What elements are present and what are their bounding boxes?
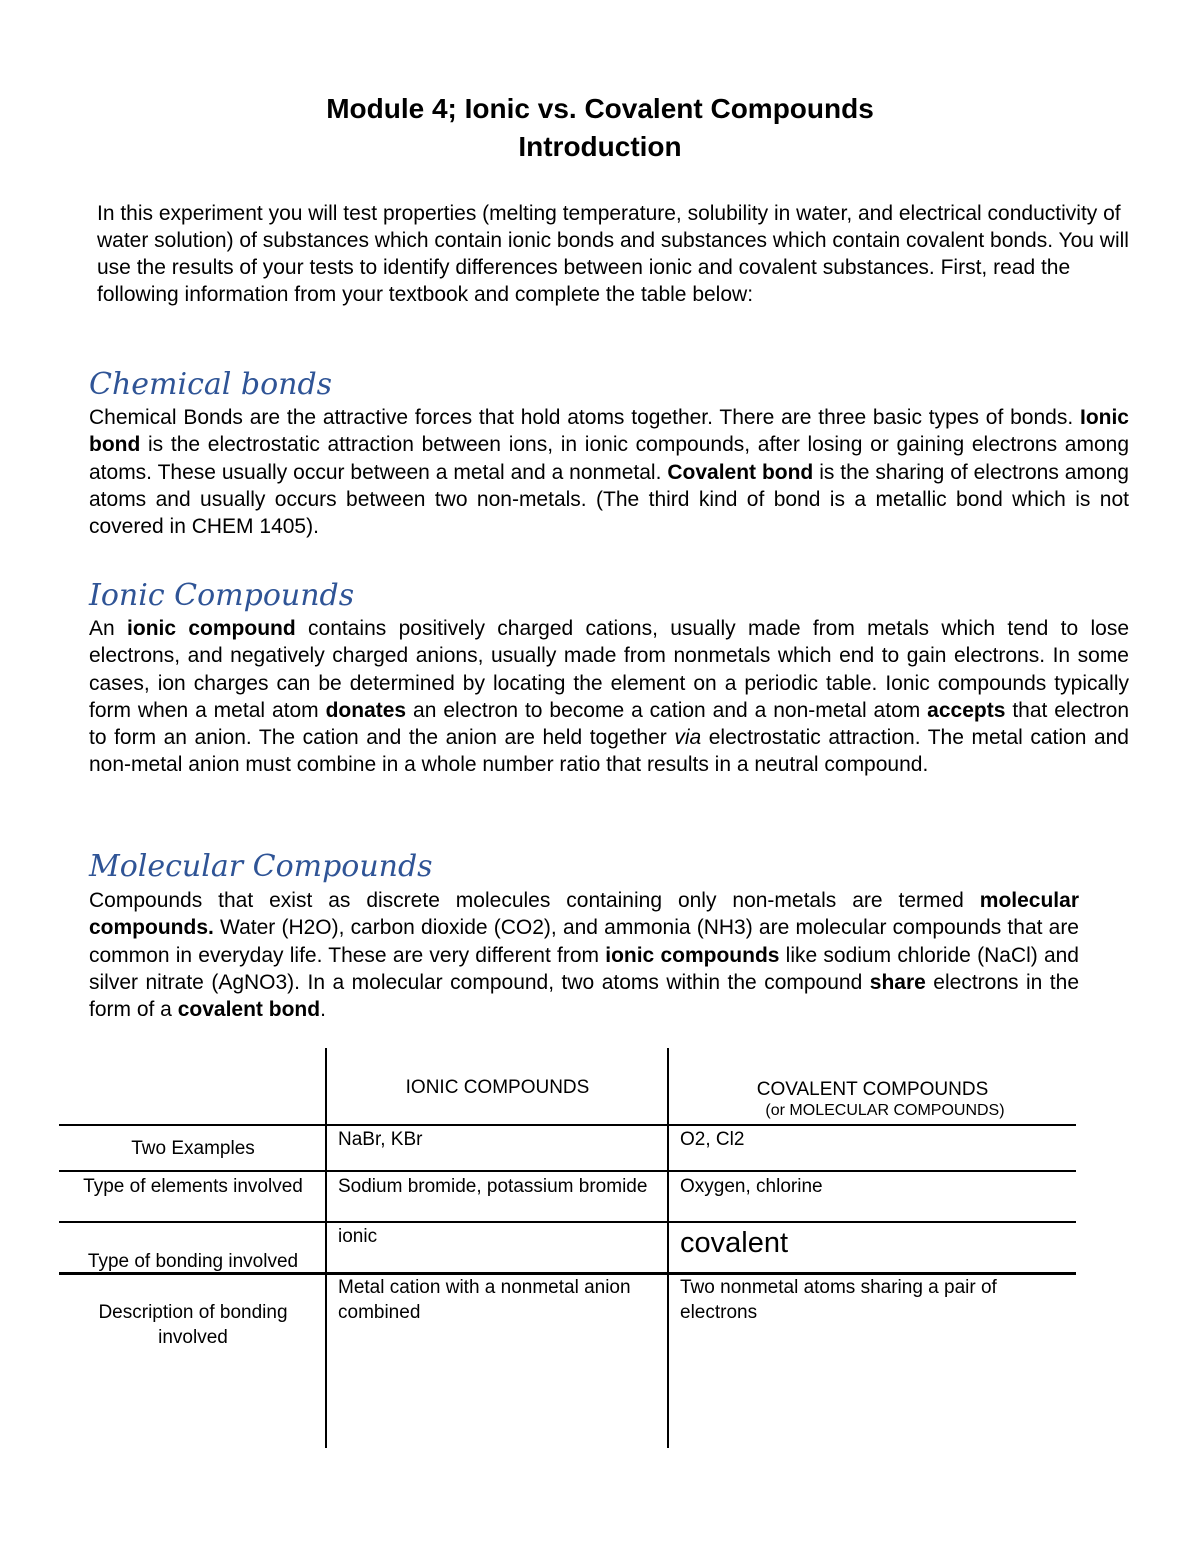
covalent-cell: Oxygen, chlorine bbox=[680, 1176, 823, 1197]
ionic-compound-term: ionic compound bbox=[127, 617, 296, 640]
header-covalent-sub: (or MOLECULAR COMPOUNDS) bbox=[765, 1102, 1005, 1119]
row-label: Type of elements involved bbox=[83, 1176, 303, 1197]
table-rule bbox=[59, 1170, 1076, 1172]
row-label: Type of bonding involved bbox=[87, 1251, 299, 1272]
row-label: Description of bonding involved bbox=[98, 1302, 288, 1348]
ionic-cell: ionic bbox=[338, 1226, 378, 1247]
molecular-compounds-paragraph bbox=[89, 887, 1079, 1023]
text-run: . bbox=[320, 998, 326, 1022]
via-term: via bbox=[674, 726, 702, 750]
page-subtitle: Introduction bbox=[518, 131, 682, 162]
covalent-bond-term: covalent bond bbox=[177, 998, 321, 1022]
text-run: Compounds that exist as discrete molecules containing only non-metals are termed bbox=[89, 889, 980, 912]
page-title: Module 4; Ionic vs. Covalent Compounds bbox=[326, 93, 874, 124]
share-term: share bbox=[869, 970, 926, 994]
donates-term: donates bbox=[325, 698, 407, 722]
text-run: is the electrostatic attraction between ions, in ionic compounds, after losing or gaining electrons among atoms. These usually occur between a metal and a nonmetal. bbox=[89, 433, 1129, 484]
row-label: Two Examples bbox=[131, 1138, 255, 1159]
molecular-compounds-term: molecular compounds. bbox=[89, 889, 1079, 940]
header-ionic: IONIC COMPOUNDS bbox=[405, 1077, 590, 1098]
ionic-cell: NaBr, KBr bbox=[338, 1129, 423, 1150]
covalent-bond-term: Covalent bond bbox=[667, 460, 814, 484]
text-run: electrostatic attraction. The metal cation and non-metal anion must combine in a whole number ratio that results in a neutral compound. bbox=[89, 726, 1129, 777]
molecular-compounds-heading: Molecular Compounds bbox=[89, 849, 433, 884]
chemical-bonds-heading: Chemical bonds bbox=[89, 367, 333, 402]
table-divider bbox=[325, 1048, 327, 1448]
covalent-cell: covalent bbox=[680, 1227, 789, 1259]
text-run: Chemical Bonds are the attractive forces that hold atoms together. There are three basic types of bonds. bbox=[89, 406, 1080, 429]
table-rule bbox=[59, 1124, 1076, 1126]
ionic-cell: Sodium bromide, potassium bromide bbox=[338, 1176, 648, 1197]
covalent-cell: O2, Cl2 bbox=[680, 1129, 745, 1150]
text-run: Water (H2O), carbon dioxide (CO2), and ammonia (NH3) are molecular compounds that are common in everyday life. These are very different from bbox=[89, 916, 1079, 967]
chemical-bonds-paragraph bbox=[89, 404, 1129, 540]
header-covalent: COVALENT COMPOUNDS bbox=[756, 1079, 989, 1100]
ionic-compounds-paragraph bbox=[89, 615, 1129, 779]
ionic-compounds-term: ionic compounds bbox=[605, 943, 780, 967]
table-rule bbox=[59, 1221, 1076, 1223]
text-run: like sodium chloride (NaCl) and silver nitrate (AgNO3). In a molecular compound, two atoms within the compound bbox=[89, 943, 1079, 994]
text-run: contains positively charged cations, usually made from metals which tend to lose electrons, and negatively charged anions, usually made from nonmetals which end to gain electrons. In some cases, ion charges can be determined by locating the element on a periodic table. Ionic compounds typically form when a metal atom bbox=[89, 617, 1129, 722]
text-run: is the sharing of electrons among atoms and usually occurs between two non-metals. (The third kind of bond is a metallic bond which is not covered in CHEM 1405). bbox=[89, 460, 1129, 539]
text-run: electrons in the form of a bbox=[89, 970, 1079, 1022]
ionic-bond-term: Ionic bond bbox=[89, 406, 1129, 457]
accepts-term: accepts bbox=[927, 698, 1006, 722]
text-run: that electron to form an anion. The cation and the anion are held together bbox=[89, 698, 1129, 750]
covalent-cell: Two nonmetal atoms sharing a pair of electrons bbox=[680, 1277, 997, 1323]
text-run: An bbox=[89, 617, 128, 640]
text-run: an electron to become a cation and a non-metal atom bbox=[406, 698, 928, 722]
ionic-cell: Metal cation with a nonmetal anion combined bbox=[338, 1277, 631, 1323]
intro-paragraph: In this experiment you will test properties (melting temperature, solubility in water, and electrical conductivity of water solution) of substances which contain ionic bonds and substances which contain covalent bonds. You will use the results of your tests to identify differences between ionic and covalent substances. First, read the following information from your textbook and complete the table below: bbox=[97, 202, 1129, 306]
ionic-compounds-heading: Ionic Compounds bbox=[89, 578, 355, 613]
